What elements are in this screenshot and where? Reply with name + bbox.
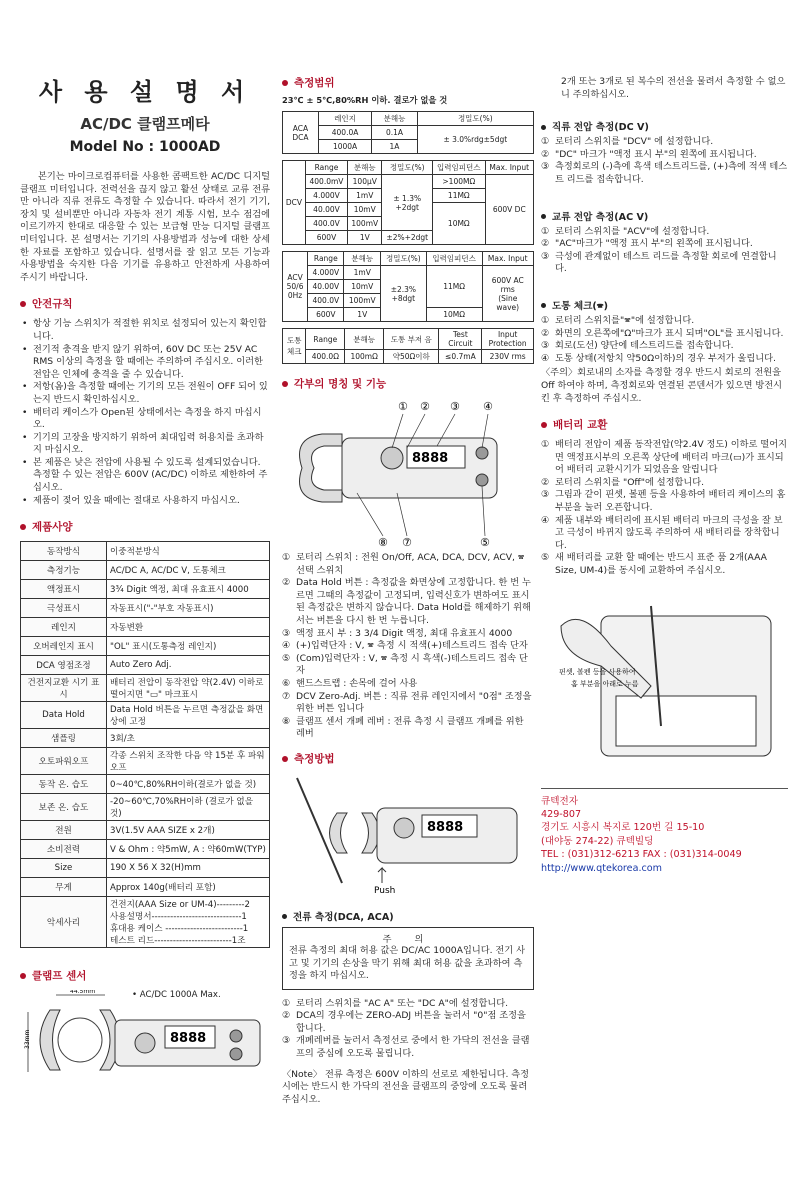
spec-value: 배터리 전압이 동작전압 약(2.4V) 이하로 떨어지면 "▭" 마크표시	[107, 675, 270, 702]
parts-lcd: 8888	[412, 451, 449, 466]
item-text: 개폐레버를 눌러서 측정선로 중에서 한 가닥의 전선을 클램프의 중심에 오도록 물립니다.	[296, 1035, 530, 1060]
spec-value: 각종 스위치 조작한 다음 약 15분 후 파워 오프	[107, 748, 270, 775]
column-header: 정밀도(%)	[382, 161, 433, 175]
company-phone: TEL : (031)312-6213 FAX : (031)314-0049	[541, 849, 742, 861]
impedance-cell: 10MΩ	[426, 308, 482, 322]
item-text: 제품 내부와 배터리에 표시된 배터리 마크의 극성을 잘 보고 극성이 바뀌지 않도록 주의하여 새 배터리를 장착합니다.	[555, 514, 783, 551]
spec-row	[21, 729, 270, 748]
current-steps	[282, 998, 534, 1061]
item-number: ⑤	[282, 652, 291, 664]
column-header: Input Protection	[482, 329, 534, 350]
continuity-table	[282, 328, 534, 364]
item-number: ①	[541, 136, 550, 148]
row-label: 도통 체크	[283, 329, 306, 364]
item-number: ②	[541, 238, 550, 250]
spec-row	[21, 580, 270, 599]
spec-label: 액정표시	[21, 580, 107, 599]
range-cell: 400.0A	[318, 126, 372, 140]
spec-value: AC/DC A, AC/DC V, 도통체크	[107, 561, 270, 580]
list-item	[541, 136, 788, 149]
column-middle	[282, 0, 534, 1106]
item-number: ⑦	[282, 690, 291, 702]
dcv-table	[282, 160, 534, 245]
item-text: 로터리 스위치 : 전원 On/Off, ACA, DCA, DCV, ACV, 🕿 선택 스위치	[296, 552, 525, 576]
table-row	[283, 266, 534, 280]
company-website-link[interactable]: http://www.qtekorea.com	[541, 862, 662, 874]
list-item	[541, 328, 788, 341]
acv-steps	[541, 226, 788, 276]
resolution-cell: 1A	[372, 140, 417, 154]
spec-value: -20~60℃,70%RH이하 (결로가 없을 것)	[107, 794, 270, 821]
resolution-cell: 100mV	[348, 217, 382, 231]
battery-diagram	[541, 586, 788, 776]
table-row	[283, 350, 534, 364]
item-text: 그림과 같이 핀셋, 볼펜 등을 사용하여 배터리 케이스의 홈 부분을 눌러 오픈합니다.	[555, 489, 786, 514]
value-cell: 230V rms	[482, 350, 534, 364]
item-number: ③	[541, 340, 550, 352]
item-text: 액정 표시 부 : 3 3/4 Digit 액정, 최대 유효표시 4000	[296, 627, 513, 639]
table-row	[283, 112, 534, 126]
product-subtitle: AC/DC 클램프메타	[80, 115, 210, 133]
impedance-cell: >100MΩ	[433, 175, 486, 189]
accuracy-cell: ±2.3% +8dgt	[381, 266, 427, 322]
item-text: 로터리 스위치를 "DCV" 에 설정합니다.	[555, 136, 714, 148]
item-text: (+)입력단자 : V, 🕿 측정 시 적색(+)테스트리드 접속 단자	[296, 640, 528, 652]
spec-row	[21, 821, 270, 840]
spec-value: 이중적분방식	[107, 542, 270, 561]
safety-item: • 본 제품은 낮은 전압에 사용될 수 있도록 설계되었습니다. 측정할 수 있는 전압은 600V (AC/DC) 이하로 제한하여 주십시오.	[20, 457, 270, 495]
range-condition: 23℃ ± 5℃,80%RH 이하. 결로가 없을 것	[282, 95, 448, 105]
item-number: ⑧	[282, 715, 291, 727]
list-item	[541, 552, 788, 577]
item-text: 도통 상태(저항치 약50Ω이하)의 경우 부저가 울립니다.	[555, 352, 776, 364]
table-row	[283, 126, 534, 140]
column-header: Max. Input	[482, 252, 533, 266]
item-text: "AC"마크가 "액정 표시 부"의 왼쪽에 표시됩니다.	[555, 238, 753, 250]
list-item	[541, 149, 788, 162]
list-item	[282, 640, 534, 653]
accessory-item: 휴대용 케이스 -------------------------1	[110, 924, 249, 935]
column-header: Range	[305, 161, 347, 175]
resolution-cell: 1mV	[348, 189, 382, 203]
safety-item: • 제품이 젖어 있을 때에는 절대로 사용하지 마십시오.	[20, 495, 270, 508]
bullet-dot-icon	[541, 303, 546, 308]
spec-label: 소비전력	[21, 840, 107, 859]
spec-value: 190 X 56 X 32(H)mm	[107, 859, 270, 878]
item-text: 회로(도선) 양단에 테스트리드를 접속합니다.	[555, 340, 734, 352]
list-item	[541, 515, 788, 553]
spec-label: 악세사리	[21, 897, 107, 948]
spec-label: 오버레인지 표시	[21, 637, 107, 656]
dcv-steps	[541, 136, 788, 186]
callout-3: ③	[450, 400, 460, 413]
safety-item: • 배터리 케이스가 Open된 상태에서는 측정을 하지 마십시오.	[20, 407, 270, 432]
battery-heading: 배터리 교환	[541, 417, 788, 432]
item-text: 극성에 관계없이 테스트 리드를 측정할 회로에 연결합니다.	[555, 250, 777, 275]
company-info	[541, 795, 788, 875]
spec-value: 3¾ Digit 액정, 최대 유효표시 4000	[107, 580, 270, 599]
list-item	[541, 353, 788, 366]
sensor-height-label: 33mm	[24, 1029, 31, 1050]
list-item	[282, 628, 534, 641]
item-number: ②	[541, 476, 550, 488]
list-item	[282, 1035, 534, 1060]
range-cell: 40.00V	[305, 203, 347, 217]
resolution-cell: 10mV	[348, 203, 382, 217]
item-text: 새 배터리를 교환 할 때에는 반드시 표준 품 2개(AAA Size, UM-4)를 동시에 교환하여 주십시오.	[555, 552, 767, 577]
column-left	[20, 0, 270, 1090]
method-diagram	[282, 773, 534, 893]
spec-row	[21, 794, 270, 821]
aca-table	[282, 111, 534, 154]
accuracy-cell: ± 3.0%rdg±5dgt	[417, 126, 533, 154]
row-label: ACA DCA	[283, 112, 319, 154]
range-cell: 600V	[305, 231, 347, 245]
item-text: Data Hold 버튼 : 측정값을 화면상에 고정합니다. 한 번 누르면 그때의 측정값이 고정되며, 입력신호가 변하여도 표시된 측정값은 변하지 않습니다. Data Hold를 해제하기 위해서는 버튼을 다시 한 번 누릅니다.	[296, 577, 531, 626]
range-cell: 40.00V	[308, 280, 344, 294]
list-item	[282, 577, 534, 627]
item-number: ②	[282, 1010, 291, 1022]
resolution-cell: 0.1A	[372, 126, 417, 140]
item-number: ④	[541, 352, 550, 364]
list-item	[541, 238, 788, 251]
accuracy-cell: ±2%+2dgt	[382, 231, 433, 245]
spec-label: DCA 영점조정	[21, 656, 107, 675]
continuity-heading: 도통 체크(🕿)	[541, 298, 788, 312]
range-cell: 400.0V	[308, 294, 344, 308]
caution-text: 전류 측정의 최대 허용 값은 DC/AC 1000A입니다. 전기 사고 및 기기의 손상을 막기 위해 최대 허용 값을 초과하여 측정을 하지 마십시오.	[289, 944, 525, 982]
list-item	[282, 998, 534, 1011]
range-cell: 1000A	[318, 140, 372, 154]
spec-value: 3V(1.5V AAA SIZE x 2개)	[107, 821, 270, 840]
callout-5: ⑤	[480, 536, 490, 548]
spec-row	[21, 878, 270, 897]
impedance-cell: 11MΩ	[433, 189, 486, 203]
column-header: 분해능	[345, 329, 384, 350]
spec-value: "OL" 표시(도통측정 레인지)	[107, 637, 270, 656]
item-number: ③	[541, 161, 550, 173]
item-text: 배터리 전압이 제품 동작전압(약2.4V 정도) 이하로 떨어지면 액정표시부의 오른쪽 상단에 배터리 마크(▭)가 표시되어 배터리 교환시기가 되었음을 알립니다	[555, 439, 787, 476]
spec-label: 무게	[21, 878, 107, 897]
parts-list	[282, 552, 534, 741]
spec-accessories	[107, 897, 270, 948]
item-text: "DC" 마크가 "액정 표시 부"의 왼쪽에 표시됩니다.	[555, 148, 757, 160]
spec-label: 샘플링	[21, 729, 107, 748]
callout-4: ④	[483, 400, 493, 413]
spec-row	[21, 656, 270, 675]
callout-7: ⑦	[402, 536, 412, 548]
resolution-cell: 100mV	[344, 294, 381, 308]
spec-row	[21, 561, 270, 580]
column-header: 분해능	[348, 161, 382, 175]
item-number: ③	[541, 250, 550, 262]
item-number: ②	[541, 327, 550, 339]
column-header: 정밀도(%)	[417, 112, 533, 126]
spec-table	[20, 541, 270, 948]
spec-row	[21, 599, 270, 618]
bullet-dot-icon	[541, 125, 546, 130]
dcv-heading: 직류 전압 측정(DC V)	[541, 119, 788, 133]
battery-pic-caption-1: 핀셋, 볼펜 등을 사용하여	[559, 667, 636, 676]
spec-row	[21, 702, 270, 729]
item-number: ③	[282, 627, 291, 639]
item-number: ③	[282, 1035, 291, 1047]
range-cell: 4.000V	[305, 189, 347, 203]
range-cell: 4.000V	[308, 266, 344, 280]
caution-box	[282, 927, 534, 990]
callout-1: ①	[398, 400, 408, 413]
spec-row	[21, 840, 270, 859]
row-label: DCV	[283, 161, 306, 245]
spec-value: 자동표시("-"부호 자동표시)	[107, 599, 270, 618]
list-item	[541, 439, 788, 477]
range-cell: 400.0V	[305, 217, 347, 231]
spec-label: Data Hold	[21, 702, 107, 729]
column-right	[541, 0, 788, 875]
column-header: 레인지	[318, 112, 372, 126]
resolution-cell: 10mV	[344, 280, 381, 294]
caution-title: 주 의	[382, 933, 434, 945]
item-number: ①	[541, 225, 550, 237]
bullet-dot-icon	[541, 422, 547, 428]
column-header: 도통 부저 음	[384, 329, 439, 350]
spec-label: 레인지	[21, 618, 107, 637]
acv-heading: 교류 전압 측정(AC V)	[541, 209, 788, 223]
list-item	[541, 315, 788, 328]
list-item	[541, 340, 788, 353]
table-row	[283, 161, 534, 175]
value-cell: 100mΩ	[345, 350, 384, 364]
list-item	[541, 161, 788, 186]
item-text: 로터리 스위치를 "ACV"에 설정합니다.	[555, 225, 710, 237]
spec-row	[21, 897, 270, 948]
list-item	[282, 653, 534, 678]
bullet-dot-icon	[282, 914, 287, 919]
item-text: 로터리 스위치를 "AC A" 또는 "DC A"에 설정합니다.	[296, 997, 508, 1009]
range-heading: 측정범위	[282, 75, 534, 90]
page-title: 사 용 설 명 서	[38, 78, 252, 106]
list-item	[282, 716, 534, 741]
spec-row	[21, 637, 270, 656]
max-input-cell: 600V AC rms (Sine wave)	[482, 266, 533, 322]
safety-list	[20, 318, 270, 507]
spec-value: Data Hold 버튼을 누르면 측정값을 화면상에 고정	[107, 702, 270, 729]
spec-label: 오토파워오프	[21, 748, 107, 775]
continuity-note: 〈주의〉회로내의 소자를 측정할 경우 반드시 회로의 전원을 Off 하여야 하며, 측정회로와 연결된 콘덴서가 있으면 방전시킨 후 측정하여 주십시오.	[541, 367, 783, 404]
accessory-item: 사용설명서-----------------------------1	[110, 912, 247, 923]
company-address-2: (대야동 274-22) 큐텍빌딩	[541, 835, 654, 847]
bullet-dot-icon	[20, 301, 26, 307]
list-item	[282, 678, 534, 691]
table-row	[283, 175, 534, 189]
clamp-sensor-figure	[20, 990, 270, 1090]
parts-diagram	[282, 398, 534, 548]
list-item	[541, 477, 788, 490]
spec-label: 극성표시	[21, 599, 107, 618]
push-label: Push	[374, 885, 396, 893]
item-number: ⑥	[282, 677, 291, 689]
current-note: 〈Note〉 전류 측정은 600V 이하의 선로로 제한됩니다. 측정 시에는 반드시 한 가닥의 전선을 클램프의 중앙에 오도록 물려주십시오.	[282, 1068, 530, 1105]
bullet-dot-icon	[282, 80, 288, 86]
item-number: ④	[282, 640, 291, 652]
value-cell: 약50Ω이하	[384, 350, 439, 364]
column-header: Test Circuit	[439, 329, 482, 350]
multi-wire-warning: 2개 또는 3개로 된 복수의 전선을 물려서 측정할 수 없으니 주의하십시오.	[561, 76, 786, 100]
item-number: ②	[282, 577, 291, 589]
item-text: (Com)입력단자 : V, 🕿 측정 시 흑색(-)테스트리드 접속 단자	[296, 652, 528, 677]
method-lcd: 8888	[427, 819, 464, 835]
spec-label: 동작방식	[21, 542, 107, 561]
accuracy-cell: ± 1.3% +2dgt	[382, 175, 433, 231]
resolution-cell: 1V	[348, 231, 382, 245]
bullet-dot-icon	[282, 756, 288, 762]
spec-row	[21, 775, 270, 794]
impedance-cell: 11MΩ	[426, 266, 482, 308]
parts-heading: 각부의 명칭 및 기능	[282, 376, 534, 391]
row-label: ACV 50/6 0Hz	[283, 252, 308, 322]
bullet-dot-icon	[282, 381, 288, 387]
resolution-cell: 1V	[344, 308, 381, 322]
item-number: ②	[541, 148, 550, 160]
spec-value: 0~40℃,80%RH이하(결로가 없을 것)	[107, 775, 270, 794]
acv-table	[282, 251, 534, 322]
bullet-dot-icon	[20, 524, 26, 530]
range-cell: 400.0mV	[305, 175, 347, 189]
spec-value: 3회/초	[107, 729, 270, 748]
range-cell: 600V	[308, 308, 344, 322]
column-header: 입력임피던스	[426, 252, 482, 266]
spec-label: 건전지교환 시기 표시	[21, 675, 107, 702]
company-address: 경기도 시흥시 복지로 120번 길 15-10	[541, 822, 705, 834]
spec-label: Size	[21, 859, 107, 878]
column-header: Range	[306, 329, 345, 350]
sensor-note: • AC/DC 1000A Max.	[132, 990, 221, 1001]
item-number: ④	[541, 514, 550, 526]
list-item	[282, 1010, 534, 1035]
item-text: 화면의 오른쪽에"Ω"마크가 표시 되며"OL"를 표시됩니다.	[555, 327, 784, 339]
item-text: 핸드스트랩 : 손목에 걸어 사용	[296, 677, 418, 689]
list-item	[282, 552, 534, 577]
callout-2: ②	[420, 400, 430, 413]
sensor-heading: 클램프 센서	[20, 968, 270, 983]
column-header: 분해능	[372, 112, 417, 126]
spec-row	[21, 748, 270, 775]
value-cell: ≤0.7mA	[439, 350, 482, 364]
list-item	[282, 691, 534, 716]
lcd-digits: 8888	[170, 1031, 207, 1047]
item-number: ①	[282, 552, 291, 563]
company-zip: 429-807	[541, 809, 582, 821]
item-number: ③	[541, 489, 550, 501]
company-divider	[541, 788, 788, 789]
list-item	[541, 489, 788, 514]
spec-label: 보존 온. 습도	[21, 794, 107, 821]
item-number: ①	[541, 439, 550, 451]
spec-row	[21, 675, 270, 702]
column-header: Range	[308, 252, 344, 266]
max-input-cell: 600V DC	[485, 175, 533, 245]
battery-steps	[541, 439, 788, 578]
item-text: DCV Zero-Adj. 버튼 : 직류 전류 레인지에서 "0점" 조정을 위한 버튼 입니다	[296, 690, 532, 715]
safety-heading: 안전규칙	[20, 296, 270, 311]
column-header: 분해능	[344, 252, 381, 266]
value-cell: 400.0Ω	[306, 350, 345, 364]
company-name: 큐텍전자	[541, 795, 579, 807]
safety-item: • 항상 기능 스위치가 적절한 위치로 설정되어 있는지 확인합니다.	[20, 318, 270, 343]
column-header: 정밀도(%)	[381, 252, 427, 266]
list-item	[541, 251, 788, 276]
item-number: ①	[541, 314, 550, 326]
spec-row	[21, 618, 270, 637]
spec-row	[21, 859, 270, 878]
spec-label: 전원	[21, 821, 107, 840]
table-row	[283, 252, 534, 266]
spec-value: 자동변환	[107, 618, 270, 637]
safety-item: • 전기적 충격을 받지 않기 위하여, 60V DC 또는 25V AC RMS 이상의 측정을 할 때에는 주의하여 주십시오. 이러한 전압은 인체에 충격을 줄 수 있습니다.	[20, 344, 270, 382]
resolution-cell: 1mV	[344, 266, 381, 280]
safety-item: • 기기의 고장을 방지하기 위하여 최대입력 허용치를 초과하지 마십시오.	[20, 432, 270, 457]
bullet-dot-icon	[20, 973, 26, 979]
clamp-sensor-drawing	[20, 990, 270, 1090]
spec-label: 동작 온. 습도	[21, 775, 107, 794]
item-text: 측정회로의 (-)측에 흑색 테스트리드를, (+)측에 적색 테스트 리드를 접속합니다.	[555, 161, 788, 185]
column-header: Max. Input	[485, 161, 533, 175]
method-heading: 측정방법	[282, 751, 534, 766]
safety-item: • 저항(옴)을 측정할 때에는 기기의 모든 전원이 OFF 되어 있는지 반드시 확인하십시오.	[20, 381, 270, 406]
battery-pic-caption-2: 홈 부분을 아래로 누름	[571, 679, 639, 688]
spec-value: Approx 140g(배터리 포함)	[107, 878, 270, 897]
resolution-cell: 100μV	[348, 175, 382, 189]
column-header: 입력임피던스	[433, 161, 486, 175]
item-number: ⑤	[541, 552, 550, 564]
intro-text: 본기는 마이크로컴퓨터를 사용한 콤팩트한 AC/DC 디지털 클램프 미터입니다. 전력선을 끊지 않고 활선 상태로 교류 전류만 아니라 직류 전류도 측정할 수 있습니다. 따라서 전기 기기, 장치 및 설비뿐만 아니라 자동차 전기 계통 시험, 보수 점검에 이르기까지 한대로 대응할 수 있는 보급형 만능 디지털 클램프미터입니다. 본 설명서는 기기의 사용방법과 성능에 대한 상세한 자료를 포함하고 있습니다. 설명서를 잘 읽고 모든 기능과 사용방법을 숙지한 다음 기기를 유용하고 안전하게 사용하여 주시기 바랍니다.	[20, 171, 270, 283]
spec-value: V & Ohm : 약5mW, A : 약60mW(TYP)	[107, 840, 270, 859]
item-number: ①	[282, 997, 291, 1009]
specs-heading: 제품사양	[20, 519, 270, 534]
accessory-item: 테스트 리드-------------------------1조	[110, 936, 246, 947]
spec-label: 측정기능	[21, 561, 107, 580]
model-number: Model No : 1000AD	[69, 139, 221, 155]
sensor-width-label: 44.5mm	[70, 990, 96, 996]
table-row	[283, 329, 534, 350]
bullet-dot-icon	[541, 214, 546, 219]
item-text: 클램프 센서 개폐 레버 : 전류 측정 시 클램프 개폐를 위한 레버	[296, 715, 524, 740]
continuity-steps	[541, 315, 788, 365]
spec-value: Auto Zero Adj.	[107, 656, 270, 675]
spec-row	[21, 542, 270, 561]
impedance-cell: 10MΩ	[433, 203, 486, 245]
accessory-item: 건전지(AAA Size or UM-4)---------2	[110, 900, 251, 911]
item-text: DCA의 경우에는 ZERO-ADJ 버튼을 눌러서 "0"점 조정을 합니다.	[296, 1010, 526, 1034]
item-text: 로터리 스위치를 "Off"에 설정합니다.	[555, 476, 705, 488]
callout-8: ⑧	[378, 536, 388, 548]
item-text: 로터리 스위치를"🕿"에 설정합니다.	[555, 314, 695, 326]
list-item	[541, 226, 788, 239]
current-heading: 전류 측정(DCA, ACA)	[282, 909, 534, 923]
